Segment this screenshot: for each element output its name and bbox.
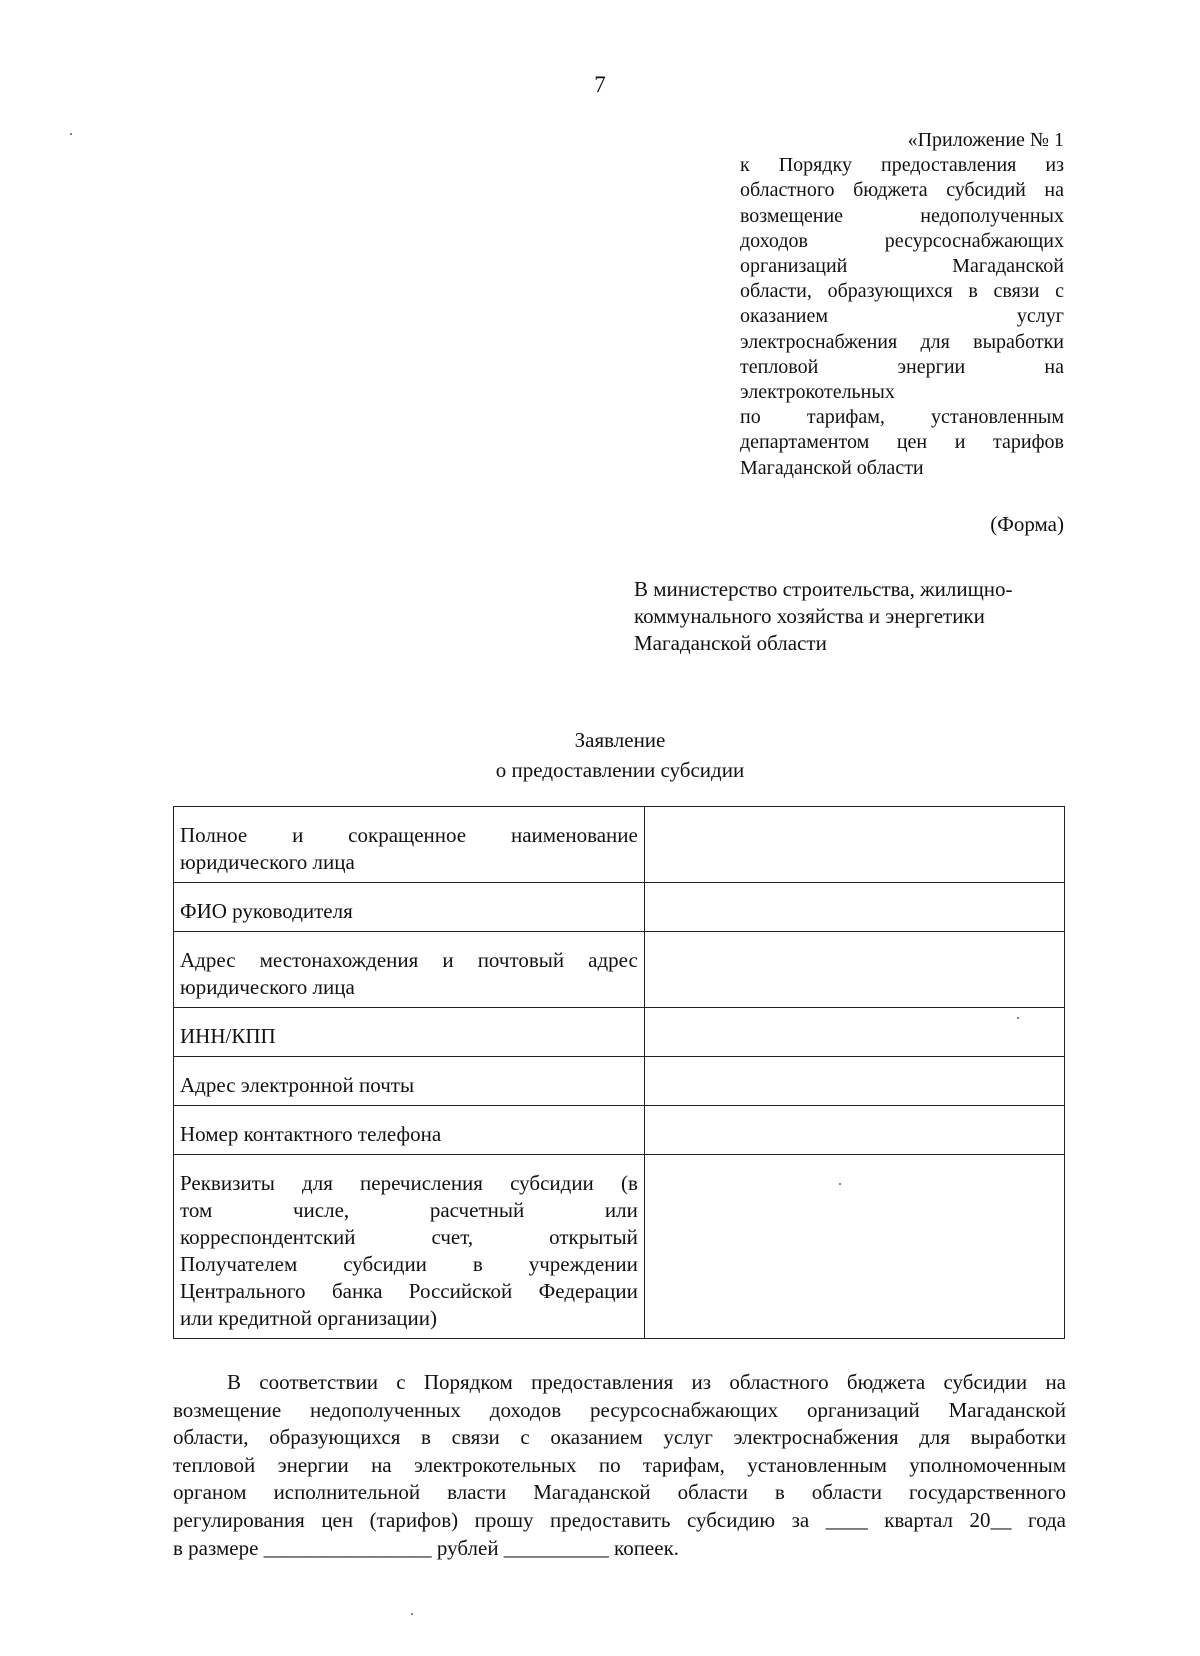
table-row	[174, 1057, 1065, 1106]
paragraph-line: органом исполнительной власти Магаданской области в области государственного	[173, 1480, 1066, 1505]
appendix-line: департаментом цен и тарифов	[740, 431, 1064, 454]
field-label-cell	[174, 1057, 645, 1106]
appendix-line: к Порядку предоставления из	[740, 154, 1064, 177]
table-row	[174, 807, 1065, 883]
field-label-line: ИНН/КПП	[180, 1024, 276, 1048]
title-line: Заявление	[574, 728, 666, 752]
application-form-table	[173, 806, 1065, 1339]
scan-speck	[839, 1183, 841, 1185]
appendix-line: организаций Магаданской	[740, 255, 1064, 278]
addressee-line: коммунального хозяйства и энергетики	[634, 604, 985, 628]
field-label-cell	[174, 883, 645, 932]
table-row	[174, 1155, 1065, 1339]
appendix-line: тепловой энергии на	[740, 355, 1064, 378]
appendix-line: возмещение недополученных	[740, 204, 1064, 227]
field-value-cell[interactable]	[644, 932, 1064, 1008]
field-label-cell	[174, 1008, 645, 1057]
scan-speck	[70, 133, 72, 135]
table-row	[174, 883, 1065, 932]
paragraph-line: В соответствии с Порядком предоставления из областного бюджета субсидии на	[227, 1370, 1066, 1394]
field-label-line: Номер контактного телефона	[180, 1122, 442, 1146]
field-label-line: Адрес местонахождения и почтовый адрес	[180, 948, 638, 972]
scan-speck	[1017, 1017, 1019, 1019]
field-label-line: Адрес электронной почты	[180, 1073, 415, 1097]
field-label-cell	[174, 1155, 645, 1339]
field-value-cell[interactable]	[644, 1155, 1064, 1339]
addressee-line: Магаданской области	[634, 631, 827, 655]
subtitle-line: о предоставлении субсидии	[495, 758, 745, 782]
field-label-line: юридического лица	[180, 975, 355, 999]
appendix-line: «Приложение № 1	[907, 129, 1064, 151]
appendix-line: области, образующихся в связи с	[740, 280, 1064, 303]
appendix-line: доходов ресурсоснабжающих	[740, 229, 1064, 252]
field-label-line: Центрального банка Российской Федерации	[180, 1279, 638, 1303]
document-title	[0, 725, 1200, 785]
field-value-cell[interactable]	[644, 1057, 1064, 1106]
field-label-cell	[174, 932, 645, 1008]
field-value-cell[interactable]	[644, 883, 1064, 932]
appendix-reference	[740, 128, 1064, 481]
table-row	[174, 1106, 1065, 1155]
paragraph-line: тепловой энергии на электрокотельных по тарифам, установленным уполномоченным	[173, 1452, 1066, 1477]
paragraph-line: регулирования цен (тарифов) прошу предоставить субсидию за ____ квартал 20__ года	[173, 1507, 1066, 1532]
page-number: 7	[594, 72, 606, 97]
paragraph-line: возмещение недополученных доходов ресурсоснабжающих организаций Магаданской	[173, 1397, 1066, 1422]
field-label-line: корреспондентский счет, открытый	[180, 1225, 638, 1249]
paragraph-line: в размере ________________ рублей __________ копеек.	[173, 1535, 680, 1560]
field-label-cell	[174, 1106, 645, 1155]
field-value-cell[interactable]	[644, 1106, 1064, 1155]
field-label-line: ФИО руководителя	[180, 899, 353, 923]
field-value-cell[interactable]	[644, 807, 1064, 883]
field-label-line: или кредитной организации)	[180, 1306, 438, 1330]
table-row	[174, 932, 1065, 1008]
addressee-line: В министерство строительства, жилищно-	[634, 577, 1013, 601]
appendix-line: электроснабжения для выработки	[740, 330, 1064, 353]
scan-speck	[411, 1613, 413, 1615]
appendix-line: Магаданской области	[740, 456, 924, 479]
appendix-line: областного бюджета субсидий на	[740, 179, 1064, 202]
appendix-line: оказанием услуг	[740, 305, 1064, 328]
request-paragraph	[173, 1369, 1066, 1562]
field-label-line: Полное и сокращенное наименование	[180, 823, 638, 847]
field-label-line: Реквизиты для перечисления субсидии (в	[180, 1171, 638, 1195]
addressee-block	[634, 576, 1012, 657]
appendix-line: электрокотельных	[740, 381, 895, 404]
form-label: (Форма)	[990, 512, 1064, 536]
field-label-line: юридического лица	[180, 850, 355, 874]
paragraph-line: области, образующихся в связи с оказанием услуг электроснабжения для выработки	[173, 1425, 1066, 1450]
field-value-cell[interactable]	[644, 1008, 1064, 1057]
field-label-cell	[174, 807, 645, 883]
field-label-line: Получателем субсидии в учреждении	[180, 1252, 638, 1276]
appendix-line: по тарифам, установленным	[740, 406, 1064, 429]
table-row	[174, 1008, 1065, 1057]
field-label-line: том числе, расчетный или	[180, 1198, 638, 1222]
